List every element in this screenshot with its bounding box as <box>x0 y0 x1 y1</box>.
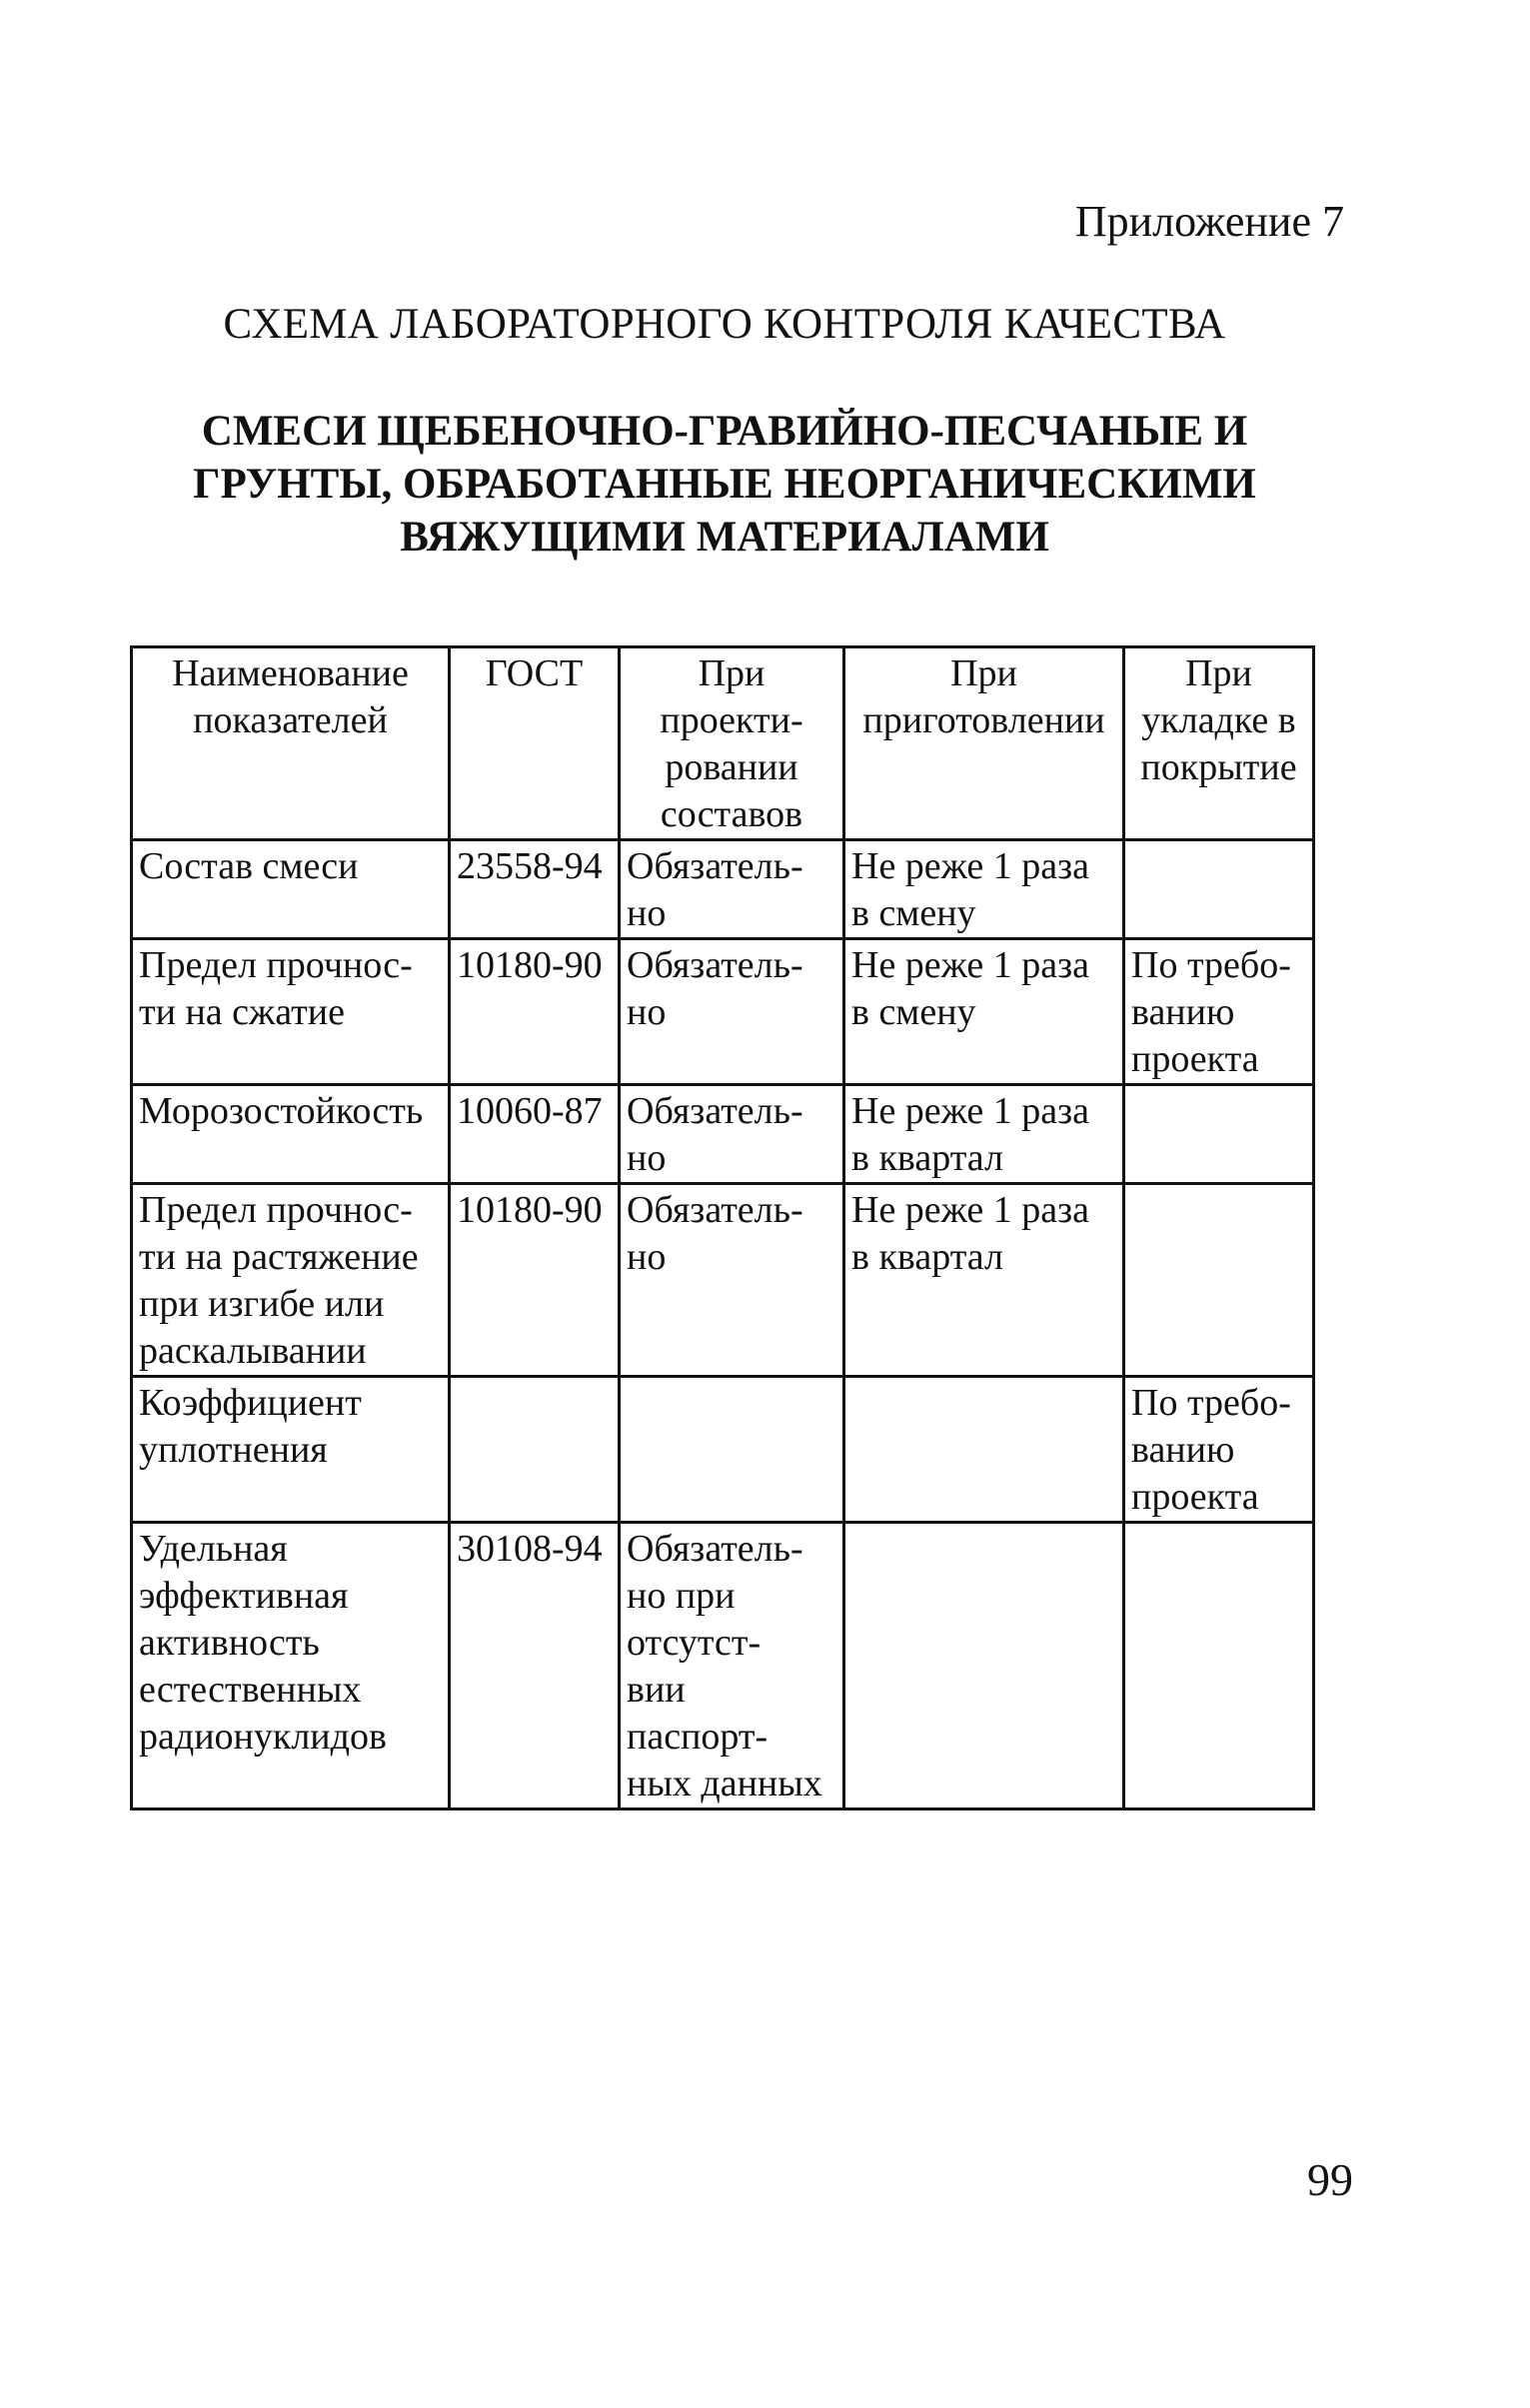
table-cell: Морозостойкость <box>132 1085 450 1184</box>
table-cell: 30108-94 <box>450 1523 620 1809</box>
subtitle-line: СМЕСИ ЩЕБЕНОЧНО-ГРАВИЙНО-ПЕСЧАНЫЕ И <box>201 408 1248 455</box>
subtitle-line: ВЯЖУЩИМИ МАТЕРИАЛАМИ <box>400 514 1049 561</box>
table-row <box>132 1377 1314 1523</box>
table-cell: Обязатель- но <box>620 939 844 1085</box>
document-subtitle <box>0 405 1449 564</box>
table-cell <box>450 1377 620 1523</box>
table-cell: 23558-94 <box>450 840 620 939</box>
table-cell: Обязатель- но <box>620 840 844 939</box>
table-cell: 10180-90 <box>450 939 620 1085</box>
table-row <box>132 1523 1314 1809</box>
table-cell: Не реже 1 раза в смену <box>844 840 1124 939</box>
subtitle-line: ГРУНТЫ, ОБРАБОТАННЫЕ НЕОРГАНИЧЕСКИМИ <box>193 461 1256 508</box>
scheme-title: СХЕМА ЛАБОРАТОРНОГО КОНТРОЛЯ КАЧЕСТВА <box>223 301 1226 348</box>
table-cell: Не реже 1 раза в квартал <box>844 1184 1124 1377</box>
table-cell: Не реже 1 раза в квартал <box>844 1085 1124 1184</box>
table-cell: Обязатель- но <box>620 1085 844 1184</box>
table-cell: Удельная эффективная активность естественных радионуклидов <box>132 1523 450 1809</box>
column-header-indicator: Наименование показателей <box>132 647 450 840</box>
table-row <box>132 939 1314 1085</box>
table-cell <box>1124 1184 1314 1377</box>
table-cell: По требо- ванию проекта <box>1124 1377 1314 1523</box>
quality-control-table <box>130 645 1315 1810</box>
table-cell: Не реже 1 раза в смену <box>844 939 1124 1085</box>
appendix-label: Приложение 7 <box>1074 197 1344 246</box>
column-header-design: При проекти- ровании составов <box>620 647 844 840</box>
table-header-row <box>132 647 1314 840</box>
page-number: 99 <box>1307 2154 1353 2205</box>
table-cell <box>1124 1085 1314 1184</box>
table-cell <box>844 1523 1124 1809</box>
table-cell <box>1124 840 1314 939</box>
column-header-gost: ГОСТ <box>450 647 620 840</box>
table-cell <box>1124 1523 1314 1809</box>
table-cell: Предел прочнос- ти на сжатие <box>132 939 450 1085</box>
table-cell: Предел прочнос- ти на растяжение при изгибе или раскалывании <box>132 1184 450 1377</box>
table-cell: Обязатель- но <box>620 1184 844 1377</box>
column-header-laying: При укладке в покрытие <box>1124 647 1314 840</box>
table-cell: Обязатель- но при отсутст- вии паспорт- ных данных <box>620 1523 844 1809</box>
column-header-preparation: При приготовлении <box>844 647 1124 840</box>
table-row <box>132 1085 1314 1184</box>
table-cell: 10180-90 <box>450 1184 620 1377</box>
table-row <box>132 1184 1314 1377</box>
table-row <box>132 840 1314 939</box>
table-cell: По требо- ванию проекта <box>1124 939 1314 1085</box>
table-cell: Коэффициент уплотнения <box>132 1377 450 1523</box>
table-cell: Состав смеси <box>132 840 450 939</box>
table-cell: 10060-87 <box>450 1085 620 1184</box>
table-cell <box>620 1377 844 1523</box>
table-cell <box>844 1377 1124 1523</box>
